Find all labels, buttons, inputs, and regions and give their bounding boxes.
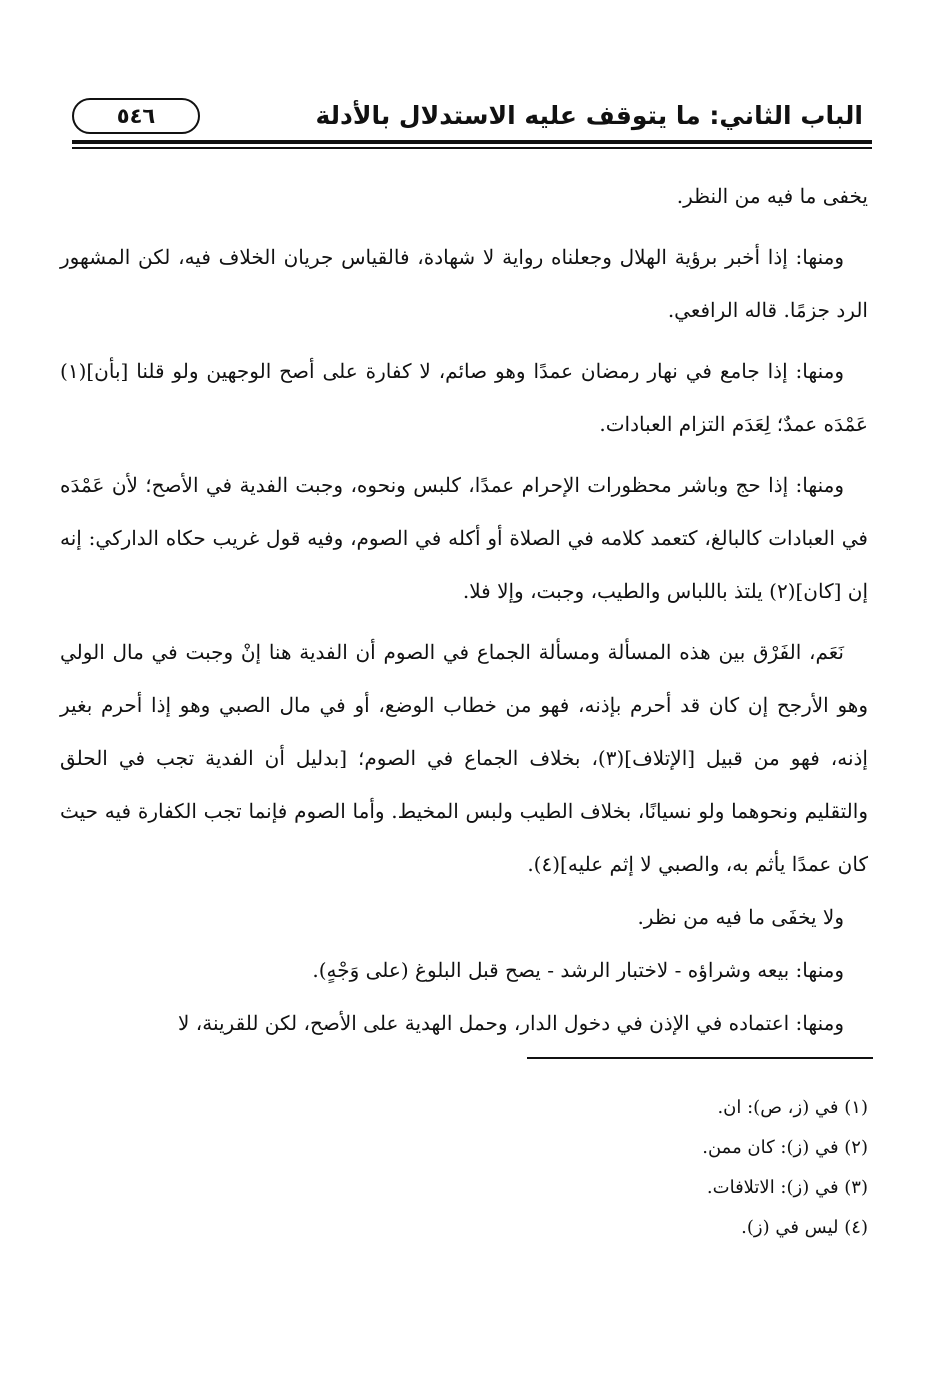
paragraph: ومنها: بيعه وشراؤه - لاختبار الرشد - يصح قبل البلوغ (على وَجْهٍ).: [312, 958, 844, 982]
paragraph: ومنها: اعتماده في الإذن في دخول الدار، وحمل الهدية على الأصح، لكن للقرينة، لا: [178, 1011, 844, 1035]
footnote: (٢) في (ز): كان ممن.: [702, 1137, 868, 1158]
paragraph: نَعَم، الفَرْق بين هذه المسألة ومسألة الجماع في الصوم أن الفدية هنا إنْ وجبت في مال الولي وهو الأرجح إن كان قد أحرم بإذنه، فهو من خطاب الوضع، أو في مال الصبي وهو إذا أحرم بغير إذنه، فهو من قبيل [الإتلاف](٣)، بخلاف الجماع في الصوم؛ [بدليل أن الفدية تجب في الحلق والتقليم ونحوهما ولو نسيانًا، بخلاف الطيب ولبس المخيط. وأما الصوم فإنما تجب الكفارة فيه حيث كان عمدًا يأثم به، والصبي لا إثم عليه](٤).: [60, 640, 868, 876]
footnote: (١) في (ز، ص): ان.: [717, 1097, 868, 1118]
main-text: [60, 170, 868, 1050]
paragraph: ومنها: إذا حج وباشر محظورات الإحرام عمدًا، كلبس ونحوه، وجبت الفدية في الأصح؛ لأن عَمْدَه في العبادات كالبالغ، كتعمد كلامه في الصلاة أو أكله في الصوم، وفيه قول غريب حكاه الداركي: إنه إن [كان](٢) يلتذ باللباس والطيب، وجبت، وإلا فلا.: [60, 473, 868, 603]
footnote-divider: [527, 1057, 873, 1059]
paragraph: ومنها: إذا جامع في نهار رمضان عمدًا وهو صائم، لا كفارة على أصح الوجهين ولو قلنا [بأن](١) عَمْدَه عمدٌ؛ لِعَدَم التزام العبادات.: [60, 359, 868, 436]
paragraph-continuation: يخفى ما فيه من النظر.: [676, 184, 868, 208]
header-divider-thick: [72, 140, 872, 144]
paragraph: ومنها: إذا أخبر برؤية الهلال وجعلناه رواية لا شهادة، فالقياس جريان الخلاف فيه، لكن المشهور الرد جزمًا. قاله الرافعي.: [60, 245, 868, 322]
footnote: (٤) ليس في (ز).: [741, 1217, 868, 1238]
chapter-header-title: الباب الثاني: ما يتوقف عليه الاستدلال بالأدلة: [315, 101, 863, 130]
paragraph: ولا يخفَى ما فيه من نظر.: [637, 905, 844, 929]
footnote: (٣) في (ز): الاتلافات.: [706, 1177, 868, 1198]
page-number-badge: ٥٤٦: [72, 98, 200, 134]
footnotes: [60, 1088, 868, 1248]
header-divider-thin: [72, 147, 872, 149]
